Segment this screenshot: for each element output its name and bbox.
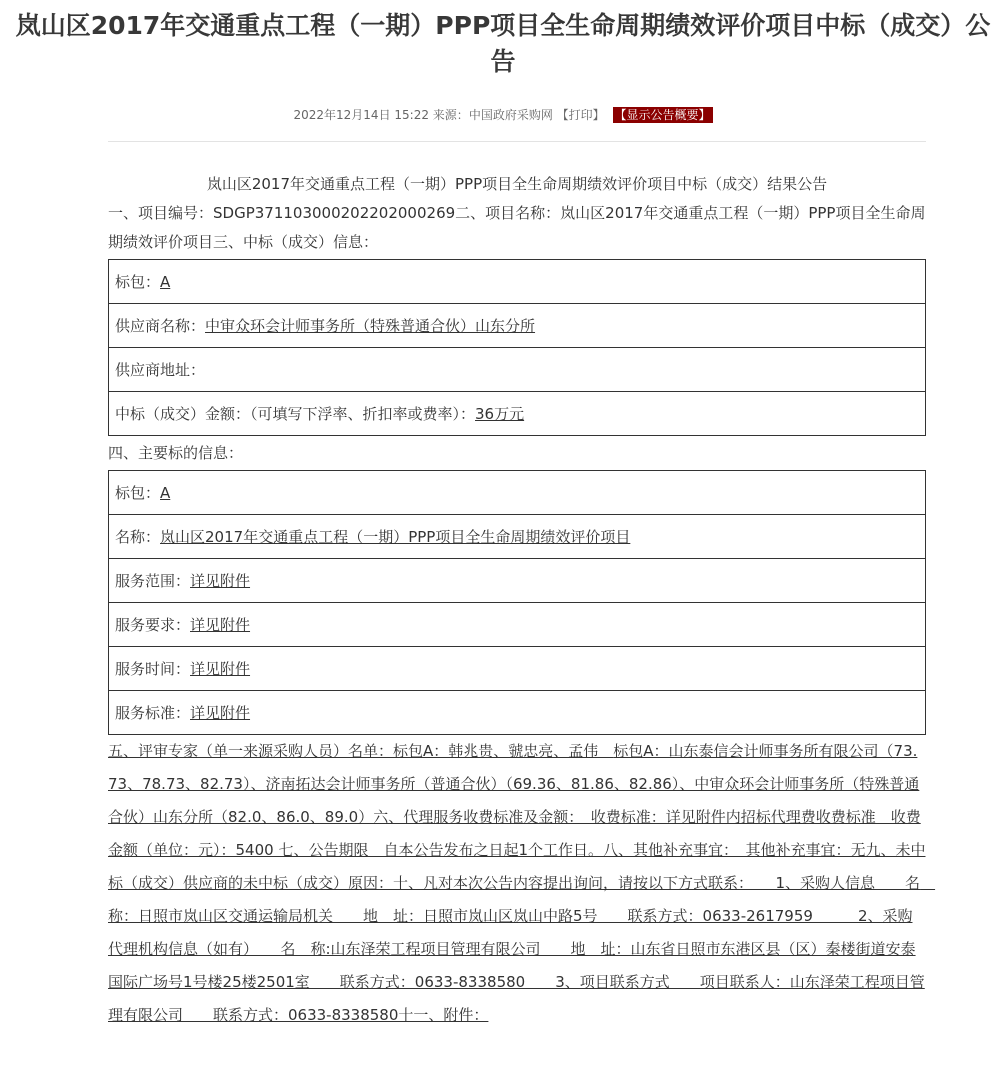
row-label: 服务标准： xyxy=(115,703,191,722)
show-summary-button[interactable]: 【显示公告概要】 xyxy=(614,108,711,122)
source-label: 来源： xyxy=(432,108,469,122)
section-5-text xyxy=(108,735,936,1032)
award-table xyxy=(108,259,926,436)
row-label: 供应商名称： xyxy=(115,316,206,335)
row-label: 服务时间： xyxy=(115,659,191,678)
source-name: 中国政府采购网 xyxy=(468,108,553,122)
row-value: 岚山区2017年交通重点工程（一期）PPP项目全生命周期绩效评价项目 xyxy=(160,527,631,546)
article-meta xyxy=(0,106,1006,124)
table-row xyxy=(109,647,926,691)
table-row xyxy=(109,348,926,392)
package-value: A xyxy=(160,272,171,291)
row-value: 详见附件 xyxy=(190,659,251,678)
publish-datetime: 2022年12月14日 15:22 xyxy=(293,108,429,122)
row-value: A xyxy=(160,483,171,502)
table-row xyxy=(109,603,926,647)
row-value: 详见附件 xyxy=(190,571,251,590)
row-label: 名称： xyxy=(115,527,161,546)
divider xyxy=(108,141,926,142)
section-4-heading: 四、主要标的信息： xyxy=(108,444,244,462)
article-body xyxy=(108,170,936,1032)
expert-list: 五、评审专家（单一来源采购人员）名单：标包A：韩兆贵、虢忠亮、孟伟 xyxy=(108,742,614,760)
award-amount-value: 36万元 xyxy=(475,404,525,423)
row-label: 服务要求： xyxy=(115,615,191,634)
body-heading: 岚山区2017年交通重点工程（一期）PPP项目全生命周期绩效评价项目中标（成交）结果公告 xyxy=(206,175,828,193)
supplier-name-value: 中审众环会计师事务所（特殊普通合伙）山东分所 xyxy=(205,316,536,335)
row-value: 详见附件 xyxy=(190,615,251,634)
table-row xyxy=(109,304,926,348)
project-intro: 一、项目编号：SDGP371103000202202000269二、项目名称：岚山区2017年交通重点工程（一期）PPP项目全生命周期绩效评价项目三、中标（成交）信息： xyxy=(108,204,926,251)
row-label: 标包： xyxy=(115,483,161,502)
print-link[interactable]: 【打印】 xyxy=(556,108,605,122)
row-label: 中标（成交）金额：（可填写下浮率、折扣率或费率）： xyxy=(115,404,476,423)
row-value: 详见附件 xyxy=(190,703,251,722)
bid-scores-and-contacts: 标包A：山东泰信会计师事务所有限公司（73.73、78.73、82.73）、济南拓达会计师事务所（普通合伙）（69.36、81.86、82.86）、中审众环会计师事务所（特殊普通合伙）山东分所（82.0、86.0、89.0）六、代理服务收费标准及金额： 收费标准：详见附件内招标代理费收费标准 收费金额（单位：元）：5400 七、公告期限 自本公告发布之日起1个工作日。八、其他补充事宜： 其他补充事宜：无九、未中标（成交）供应商的未中标（成交）原因：十、凡对本次公告内容提出询问，请按以下方式联系： 1、采购人信息 名 称：日照市岚山区交通运输局机关 地 址：日照市岚山区岚山中路5号 联系方式：0633-2617959 2、采购代理机构信息（如有） 名 称:山东泽荣工程项目管理有限公司 地 址：山东省日照市东港区县（区）秦楼街道安泰国际广场号1号楼25楼2501室 联系方式：0633-8338580 3、项目联系方式 项目联系人：山东泽荣工程项目管理有限公司 联系方式：0633-8338580十一、附件： xyxy=(108,742,936,1024)
row-label: 服务范围： xyxy=(115,571,191,590)
table-row xyxy=(109,392,926,436)
table-row xyxy=(109,471,926,515)
page-title: 岚山区2017年交通重点工程（一期）PPP项目全生命周期绩效评价项目中标（成交）公告 xyxy=(15,11,991,76)
table-row xyxy=(109,559,926,603)
row-label: 供应商地址： xyxy=(115,360,206,379)
table-row xyxy=(109,515,926,559)
table-row xyxy=(109,260,926,304)
row-label: 标包： xyxy=(115,272,161,291)
subject-table xyxy=(108,470,926,735)
table-row xyxy=(109,691,926,735)
